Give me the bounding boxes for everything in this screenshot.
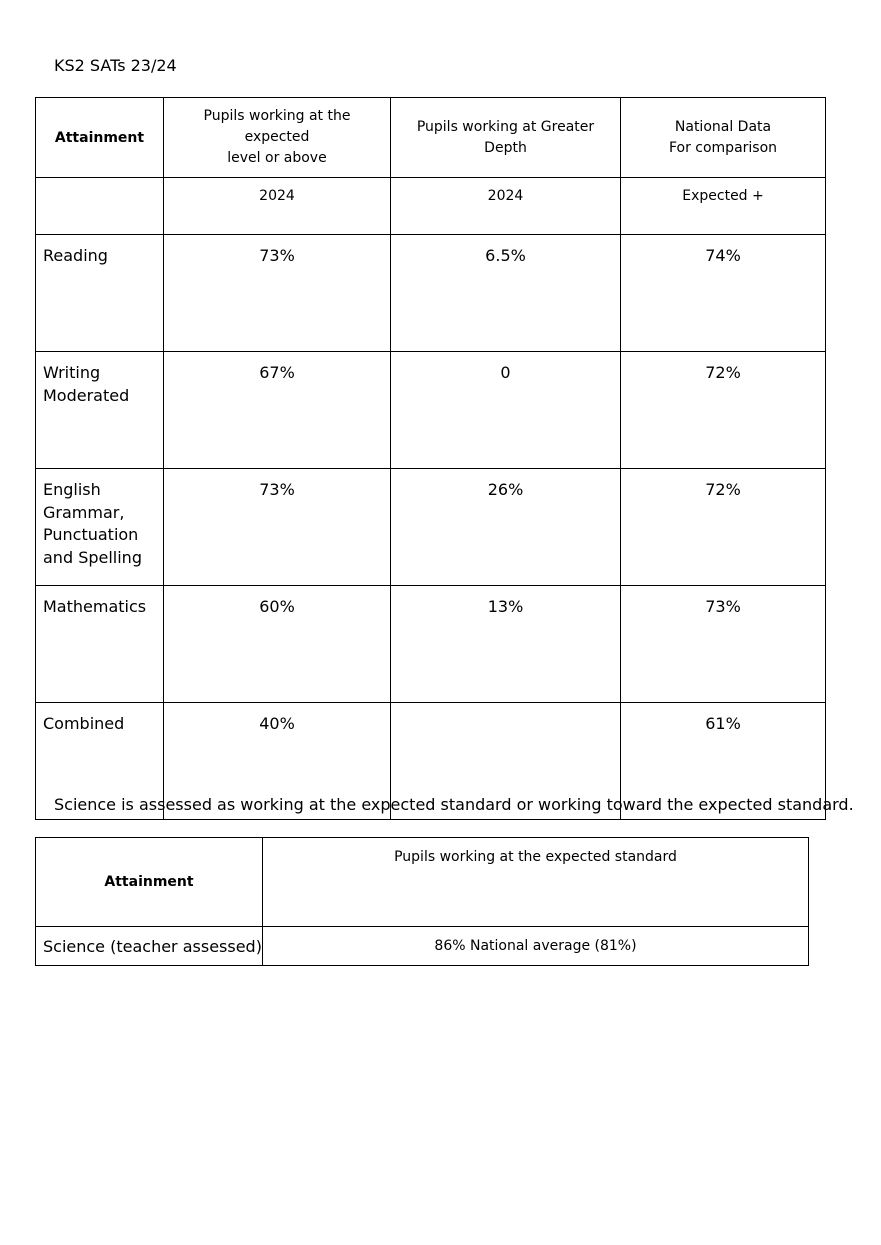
reading-expected: 73% bbox=[164, 235, 391, 352]
combined-national: 61% bbox=[621, 703, 826, 820]
subject-combined: Combined bbox=[36, 703, 164, 820]
subject-science: Science (teacher assessed) bbox=[36, 927, 263, 966]
year-cell-expected: 2024 bbox=[164, 178, 391, 235]
table-row bbox=[36, 235, 826, 352]
science-header-expected: Pupils working at the expected standard bbox=[263, 838, 809, 927]
science-value: 86% National average (81%) bbox=[263, 927, 809, 966]
science-header-attainment: Attainment bbox=[36, 838, 263, 927]
header-attainment: Attainment bbox=[36, 98, 164, 178]
mathematics-expected: 60% bbox=[164, 586, 391, 703]
subject-reading: Reading bbox=[36, 235, 164, 352]
table-row bbox=[36, 469, 826, 586]
gps-expected: 73% bbox=[164, 469, 391, 586]
table-header-row bbox=[36, 98, 826, 178]
header-national-data: National Data For comparison bbox=[621, 98, 826, 178]
writing-greater-depth: 0 bbox=[391, 352, 621, 469]
reading-greater-depth: 6.5% bbox=[391, 235, 621, 352]
table-row bbox=[36, 352, 826, 469]
year-cell-empty bbox=[36, 178, 164, 235]
table-row bbox=[36, 586, 826, 703]
attainment-table bbox=[35, 97, 826, 820]
science-table bbox=[35, 837, 809, 966]
writing-expected: 67% bbox=[164, 352, 391, 469]
year-cell-greater-depth: 2024 bbox=[391, 178, 621, 235]
year-cell-national: Expected + bbox=[621, 178, 826, 235]
header-greater-depth: Pupils working at Greater Depth bbox=[391, 98, 621, 178]
science-header-row bbox=[36, 838, 809, 927]
reading-national: 74% bbox=[621, 235, 826, 352]
subject-writing: Writing Moderated bbox=[36, 352, 164, 469]
subject-mathematics: Mathematics bbox=[36, 586, 164, 703]
combined-expected: 40% bbox=[164, 703, 391, 820]
gps-greater-depth: 26% bbox=[391, 469, 621, 586]
mathematics-greater-depth: 13% bbox=[391, 586, 621, 703]
subject-gps: English Grammar, Punctuation and Spelling bbox=[36, 469, 164, 586]
page-title: KS2 SATs 23/24 bbox=[54, 56, 177, 75]
writing-national: 72% bbox=[621, 352, 826, 469]
gps-national: 72% bbox=[621, 469, 826, 586]
science-note: Science is assessed as working at the expected standard or working toward the expected standard. bbox=[54, 795, 854, 814]
mathematics-national: 73% bbox=[621, 586, 826, 703]
table-row bbox=[36, 927, 809, 966]
table-year-row bbox=[36, 178, 826, 235]
header-expected-level: Pupils working at the expected level or above bbox=[164, 98, 391, 178]
